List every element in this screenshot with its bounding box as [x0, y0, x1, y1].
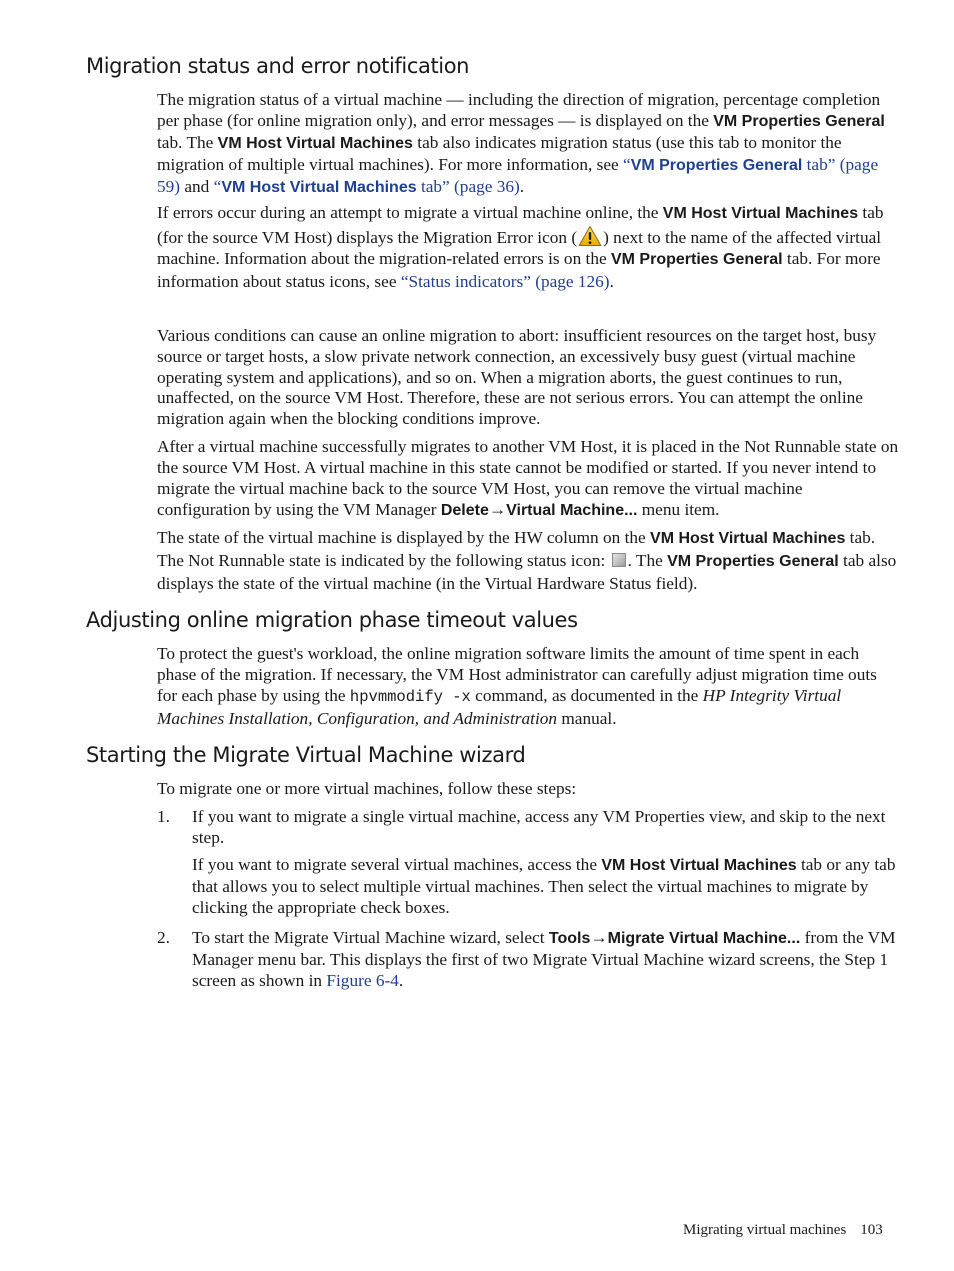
paragraph-migration-abort: Various conditions can cause an online migration to abort: insufficient resources on the target host, busy source or target hosts, a slow private network connection, an excessively busy guest (virtual machine operating system and applications), and so on. When a migration aborts, the guest continues to run, unaffected, on the source VM Host. Therefore, these are not serious errors. You can attempt the online migration again when the blocking conditions improve.: [157, 326, 877, 429]
text: To start the Migrate Virtual Machine wizard, select: [192, 928, 549, 947]
manual-title: HP Integrity Virtual Machines Installation, Configuration, and Administration: [157, 686, 842, 728]
paragraph-migration-errors: [157, 202, 899, 292]
text: manual.: [557, 709, 617, 728]
step-number: 2.: [157, 928, 170, 947]
bold-term: VM Properties General: [713, 113, 885, 130]
warning-icon: [578, 225, 602, 247]
link-status-indicators[interactable]: “Status indicators” (page 126): [400, 271, 610, 291]
text: The state of the virtual machine is displayed by the HW column on the: [157, 528, 651, 547]
step-number: 1.: [157, 807, 170, 826]
paragraph-not-runnable: [157, 436, 899, 521]
text: . The: [627, 551, 668, 570]
link-vm-host-virtual-machines[interactable]: “VM Host Virtual Machines tab” (page 36): [213, 177, 520, 196]
text: menu item.: [637, 500, 720, 519]
text: If you want to migrate several virtual machines, access the: [192, 855, 602, 874]
text: tab also indicates migration status (use this tab to monitor the migration of multiple virtual machines). For more information, see: [157, 133, 842, 174]
bold-term: VM Host Virtual Machines: [217, 135, 413, 152]
link-figure-6-4[interactable]: Figure 6-4: [326, 971, 399, 990]
arrow: →: [590, 928, 608, 947]
footer-section-title: Migrating virtual machines: [683, 1222, 847, 1238]
not-runnable-icon: [612, 553, 626, 567]
menu-virtual-machine: Virtual Machine...: [506, 502, 638, 519]
text: tab. For more information about status icons, see: [157, 249, 881, 291]
text: If errors occur during an attempt to migrate a virtual machine online, the: [157, 203, 663, 222]
bold-term: VM Properties General: [667, 553, 839, 570]
code-command: hpvmmodify -x: [349, 688, 471, 706]
text: .: [398, 971, 404, 990]
text: tab. The: [157, 133, 218, 152]
text: tab (for the source VM Host) displays the Migration Error icon (: [157, 203, 884, 247]
menu-tools: Tools: [548, 930, 591, 947]
text: .: [519, 177, 525, 196]
text: After a virtual machine successfully migrates to another VM Host, it is placed in the Not Runnable state on the source VM Host. A virtual machine in this state cannot be modified or started. If you never intend to migrate the virtual machine back to the source VM Host, you can remove the virtual machine configuration by using the VM Manager: [157, 437, 899, 519]
menu-migrate-virtual-machine: Migrate Virtual Machine...: [607, 930, 801, 947]
section-heading-migration-status: Migration status and error notification: [86, 54, 470, 78]
menu-delete: Delete: [440, 502, 489, 519]
text: To protect the guest's workload, the online migration software limits the amount of time spent in each phase of the migration. If necessary, the VM Host administrator can carefully adjust migration time outs for each phase by using the: [157, 644, 877, 705]
section-heading-migrate-wizard: Starting the Migrate Virtual Machine wizard: [86, 743, 526, 767]
paragraph-hw-column: [157, 527, 899, 595]
bold-term: VM Host Virtual Machines: [662, 205, 859, 222]
section-heading-timeout-values: Adjusting online migration phase timeout values: [86, 608, 578, 632]
text: from the VM Manager menu bar. This displays the first of two Migrate Virtual Machine wizard screens, the Step 1 screen as shown in: [192, 928, 896, 990]
bold-term: VM Properties General: [610, 251, 783, 268]
page-number: 103: [860, 1222, 883, 1238]
step-2-text: [192, 927, 899, 991]
text: .: [609, 271, 614, 291]
paragraph-intro: To migrate one or more virtual machines, follow these steps:: [157, 779, 577, 798]
bold-term: VM Host Virtual Machines: [650, 530, 846, 547]
text: tab also displays the state of the virtual machine (in the Virtual Hardware Status field).: [157, 551, 897, 593]
text: and: [180, 177, 214, 196]
step-1-text: If you want to migrate a single virtual machine, access any VM Properties view, and skip to the next step.: [192, 807, 886, 847]
page-footer: [683, 1222, 883, 1239]
text: tab or any tab that allows you to select multiple virtual machines. Then select the virtual machines to migrate by clicking the appropriate check boxes.: [192, 855, 896, 917]
bold-term: VM Host Virtual Machines: [601, 857, 797, 874]
arrow: →: [488, 500, 507, 519]
text: ) next to the name of the affected virtual machine. Information about the migration-related errors is on the: [157, 227, 882, 268]
paragraph-migration-status: [157, 89, 899, 198]
step-1-subtext: [192, 854, 899, 918]
link-vm-properties-general[interactable]: “VM Properties General tab” (page 59): [157, 155, 879, 196]
paragraph-timeout: [157, 643, 899, 729]
text: tab. The Not Runnable state is indicated by the following status icon:: [157, 528, 876, 570]
text: The migration status of a virtual machine — including the direction of migration, percentage completion per phase (for online migration only), and error messages — is displayed on the: [157, 90, 881, 130]
text: command, as documented in the: [470, 686, 703, 705]
